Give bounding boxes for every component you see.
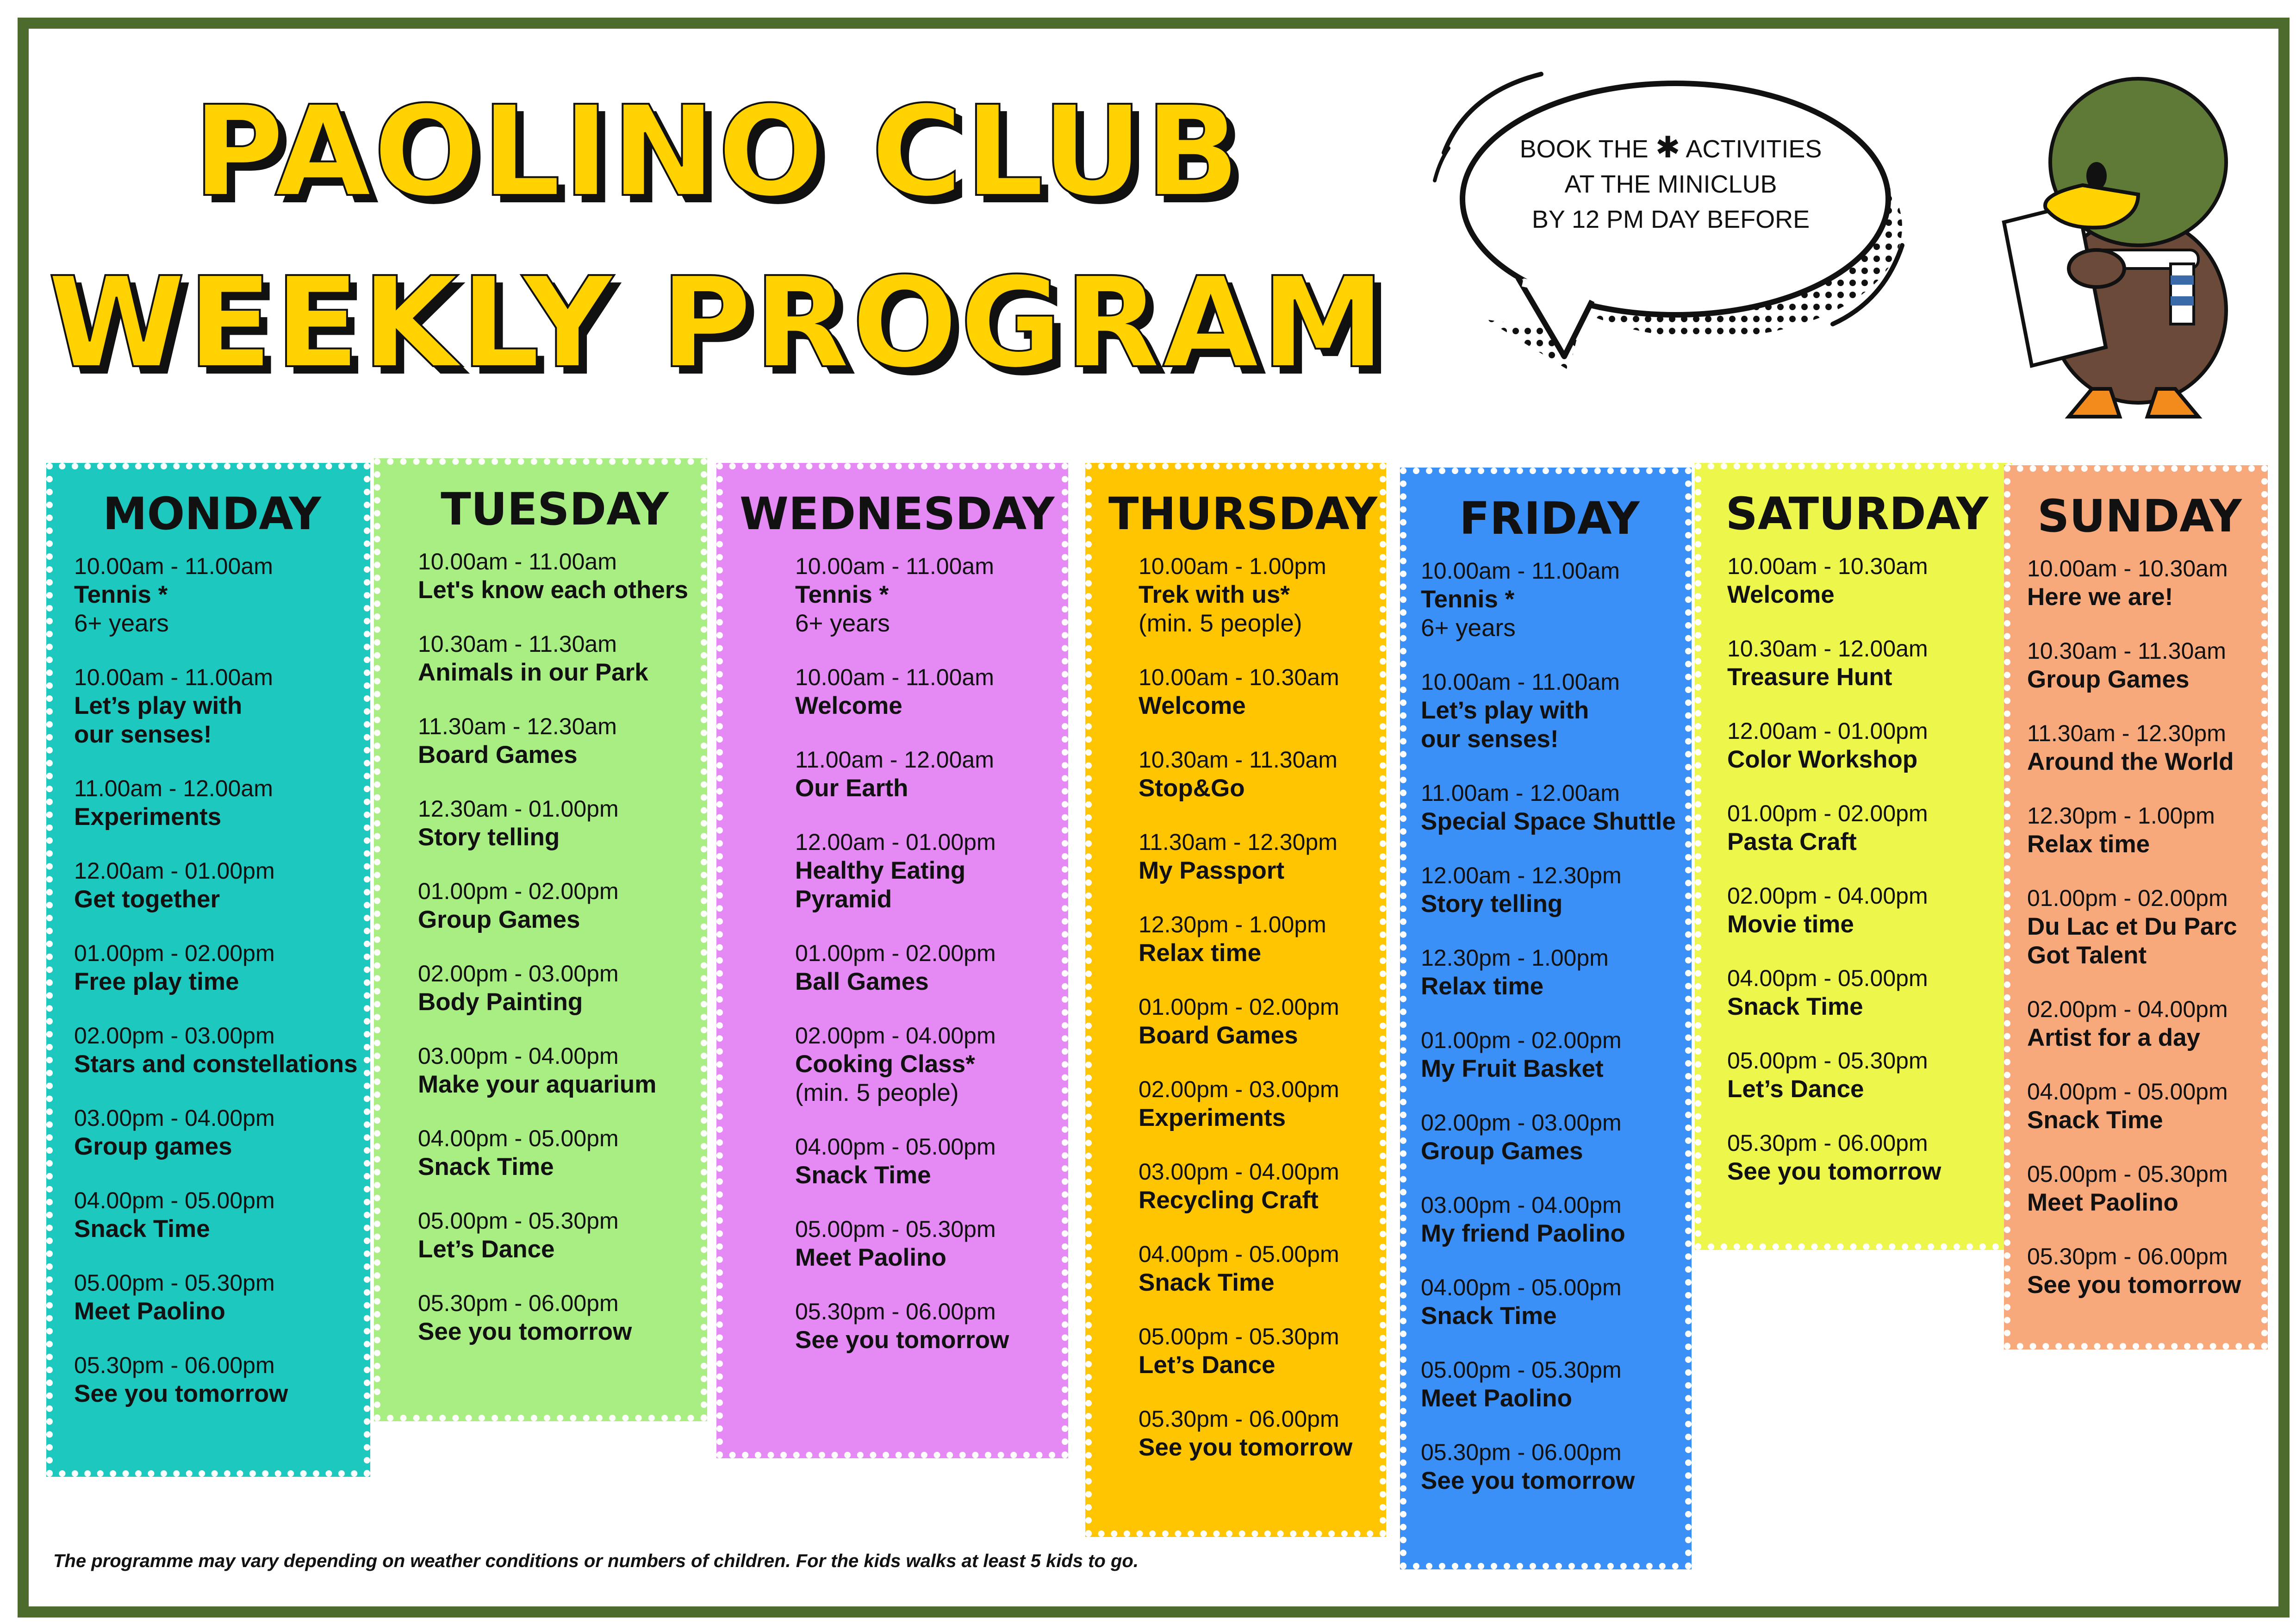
- slot-activity: My friend Paolino: [1421, 1220, 1625, 1247]
- slot-activity: Snack Time: [1421, 1302, 1557, 1330]
- schedule-slot: [2027, 801, 2252, 859]
- slot-time: 10.00am - 11.00am: [795, 664, 994, 690]
- schedule-slot: [795, 1297, 1052, 1355]
- schedule-slot: [2027, 995, 2252, 1052]
- slot-time: 03.00pm - 04.00pm: [418, 1043, 619, 1069]
- slot-time: 11.00am - 12.00am: [795, 747, 994, 773]
- slot-time: 01.00pm - 02.00pm: [2027, 885, 2228, 911]
- slot-time: 05.30pm - 06.00pm: [74, 1352, 275, 1378]
- slot-activity: Snack Time: [2027, 1106, 2163, 1134]
- slot-time: 05.00pm - 05.30pm: [74, 1270, 275, 1296]
- schedule-slot: [795, 828, 1052, 914]
- slot-time: 04.00pm - 05.00pm: [1139, 1241, 1339, 1267]
- slot-activity: See you tomorrow: [2027, 1271, 2241, 1299]
- slot-time: 05.30pm - 06.00pm: [418, 1290, 619, 1316]
- slot-activity: Stars and constellations: [74, 1050, 358, 1078]
- slot-activity: My Fruit Basket: [1421, 1055, 1604, 1082]
- schedule-slot: [2027, 1242, 2252, 1299]
- schedule-slot: [418, 877, 691, 934]
- slot-activity: Relax time: [1139, 939, 1262, 967]
- slot-time: 12.30pm - 1.00pm: [1421, 945, 1609, 971]
- slot-time: 11.30am - 12.30pm: [2027, 720, 2226, 746]
- schedule-slot: [795, 1021, 1052, 1107]
- slot-time: 12.30pm - 1.00pm: [1139, 912, 1326, 937]
- slot-activity: Cooking Class*: [795, 1050, 975, 1078]
- schedule-slot: [1421, 1108, 1676, 1166]
- slot-time: 10.00am - 10.30am: [2027, 556, 2228, 581]
- slot-time: 05.30pm - 06.00pm: [1727, 1130, 1928, 1156]
- slot-time: 02.00pm - 04.00pm: [795, 1023, 996, 1049]
- slot-activity: Group Games: [418, 906, 580, 933]
- slot-activity: Around the World: [2027, 748, 2234, 775]
- slot-activity: Stop&Go: [1139, 775, 1245, 802]
- schedule-slot: [1421, 943, 1676, 1001]
- booking-line-1b: ACTIVITIES: [1686, 135, 1822, 163]
- slot-activity: Artist for a day: [2027, 1024, 2201, 1051]
- slot-time: 10.00am - 11.00am: [74, 553, 273, 579]
- slot-time: 02.00pm - 03.00pm: [74, 1023, 275, 1049]
- schedule-slot: [1139, 828, 1370, 885]
- slot-time: 02.00pm - 03.00pm: [1421, 1110, 1622, 1136]
- slot-activity: Experiments: [74, 803, 222, 831]
- slot-time: 04.00pm - 05.00pm: [795, 1134, 996, 1160]
- slot-activity: Here we are!: [2027, 583, 2173, 611]
- title-line-2: WEEKLY PROGRAM: [48, 250, 1387, 396]
- booking-line-1a: BOOK THE: [1519, 135, 1649, 163]
- slot-time: 01.00pm - 02.00pm: [1421, 1027, 1622, 1053]
- schedule-slot: [1727, 881, 1996, 939]
- schedule-slot: [74, 1104, 355, 1161]
- schedule-slot: [1139, 552, 1370, 638]
- slot-time: 11.00am - 12.00am: [74, 775, 273, 801]
- slot-time: 10.00am - 1.00pm: [1139, 553, 1326, 579]
- slot-activity: Trek with us*: [1139, 581, 1290, 608]
- slot-activity: Treasure Hunt: [1727, 663, 1892, 691]
- slot-time: 02.00pm - 03.00pm: [418, 961, 619, 987]
- schedule-slot: [74, 1268, 355, 1326]
- schedule-slot: [1421, 1273, 1676, 1330]
- schedule-slot: [795, 745, 1052, 803]
- day-column-wednesday: [716, 463, 1068, 1458]
- slot-activity: Relax time: [2027, 831, 2150, 858]
- schedule-slot: [418, 712, 691, 769]
- slot-time: 10.00am - 11.00am: [418, 549, 617, 575]
- schedule-slot: [1421, 861, 1676, 918]
- slot-activity: Animals in our Park: [418, 659, 648, 686]
- slot-activity-line-2: our senses!: [1421, 725, 1559, 753]
- schedule-slot: [418, 1206, 691, 1264]
- slot-activity: Tennis *: [1421, 586, 1515, 613]
- asterisk-flower-icon: ✱: [1655, 131, 1680, 164]
- schedule-slot: [74, 1021, 358, 1079]
- schedule-slot: [2027, 719, 2252, 776]
- schedule-slot: [795, 663, 1052, 720]
- slot-time: 11.00am - 12.00am: [1421, 780, 1620, 806]
- schedule-slot: [2027, 884, 2252, 970]
- slot-activity: Let’s Dance: [1727, 1075, 1864, 1103]
- schedule-slot: [795, 552, 1052, 638]
- slot-activity: Meet Paolino: [1421, 1385, 1572, 1412]
- schedule-slot: [418, 1042, 691, 1099]
- schedule-slot: [74, 939, 355, 996]
- schedule-slot: [1727, 799, 1996, 856]
- schedule-slot: [74, 774, 355, 831]
- schedule-slot: [795, 1132, 1052, 1190]
- slot-time: 04.00pm - 05.00pm: [74, 1187, 275, 1213]
- slot-activity: Group Games: [2027, 666, 2190, 693]
- slot-time: 05.30pm - 06.00pm: [1139, 1406, 1339, 1432]
- footer-note: The programme may vary depending on weather conditions or numbers of children. For the kids walks at least 5 kids to go.: [53, 1551, 1139, 1571]
- slot-activity: Story telling: [1421, 890, 1563, 918]
- slot-activity: Our Earth: [795, 775, 908, 802]
- slot-time: 10.00am - 10.30am: [1727, 553, 1928, 579]
- title-line-1: PAOLINO CLUB: [193, 79, 1242, 225]
- slot-time: 10.30am - 11.30am: [1139, 747, 1338, 773]
- schedule-slot: [1139, 1322, 1370, 1380]
- slot-activity: Recycling Craft: [1139, 1187, 1319, 1214]
- slot-activity: See you tomorrow: [74, 1380, 288, 1407]
- slot-activity: Let's know each others: [418, 576, 688, 604]
- slot-activity: Let’s Dance: [1139, 1351, 1276, 1379]
- schedule-slot: [418, 630, 691, 687]
- day-heading-thursday: THURSDAY: [1108, 488, 1378, 540]
- slot-note: (min. 5 people): [795, 1079, 959, 1106]
- slot-activity: My Passport: [1139, 857, 1285, 884]
- slot-time: 05.00pm - 05.30pm: [1139, 1324, 1339, 1349]
- slot-activity: Snack Time: [1727, 993, 1863, 1020]
- slot-activity: Relax time: [1421, 973, 1544, 1000]
- slot-time: 12.00am - 12.30pm: [1421, 862, 1622, 888]
- slot-time: 10.00am - 10.30am: [1139, 664, 1339, 690]
- slot-time: 11.30am - 12.30pm: [1139, 829, 1338, 855]
- slot-note: 6+ years: [74, 610, 169, 637]
- slot-activity: Movie time: [1727, 911, 1854, 938]
- slot-time: 05.00pm - 05.30pm: [2027, 1161, 2228, 1187]
- slot-note: 6+ years: [1421, 614, 1516, 642]
- slot-activity: Snack Time: [418, 1153, 554, 1181]
- booking-notice: [1481, 130, 1860, 237]
- day-heading-sunday: SUNDAY: [2037, 490, 2242, 542]
- day-heading-monday: MONDAY: [103, 488, 321, 540]
- schedule-slot: [795, 939, 1052, 996]
- slot-activity: Experiments: [1139, 1104, 1286, 1131]
- slot-activity: See you tomorrow: [1727, 1158, 1941, 1185]
- slot-activity: Group Games: [1421, 1137, 1583, 1165]
- slot-time: 01.00pm - 02.00pm: [1139, 994, 1339, 1020]
- slot-time: 10.00am - 11.00am: [1421, 558, 1620, 584]
- schedule-slot: [1421, 1191, 1676, 1248]
- schedule-slot: [418, 1289, 691, 1346]
- slot-activity: Board Games: [418, 741, 578, 768]
- slot-activity: Let’s Dance: [418, 1236, 555, 1263]
- slot-activity: See you tomorrow: [1421, 1467, 1635, 1494]
- schedule-slot: [2027, 1077, 2252, 1135]
- slot-time: 05.00pm - 05.30pm: [1727, 1048, 1928, 1074]
- slot-time: 10.30am - 12.00am: [1727, 636, 1928, 662]
- day-column-sunday: [2004, 465, 2268, 1349]
- slot-activity: Welcome: [1727, 581, 1835, 608]
- slot-time: 03.00pm - 04.00pm: [74, 1105, 275, 1131]
- day-heading-tuesday: TUESDAY: [441, 483, 669, 535]
- schedule-slot: [418, 547, 691, 605]
- slot-activity: Board Games: [1139, 1022, 1298, 1049]
- slot-activity: Let’s play with: [1421, 697, 1589, 724]
- slot-activity: Story telling: [418, 824, 560, 851]
- schedule-slot: [74, 856, 355, 914]
- slot-time: 01.00pm - 02.00pm: [1727, 800, 1928, 826]
- slot-time: 02.00pm - 04.00pm: [1727, 883, 1928, 909]
- booking-line-3: BY 12 PM DAY BEFORE: [1531, 206, 1810, 233]
- slot-time: 10.00am - 11.00am: [795, 553, 994, 579]
- slot-activity: Welcome: [795, 692, 902, 719]
- slot-time: 05.30pm - 06.00pm: [2027, 1243, 2228, 1269]
- schedule-slot: [2027, 637, 2252, 694]
- slot-time: 04.00pm - 05.00pm: [2027, 1079, 2228, 1105]
- slot-activity: Snack Time: [1139, 1269, 1275, 1296]
- schedule-slot: [1139, 745, 1370, 803]
- schedule-slot: [795, 1215, 1052, 1272]
- slot-activity: Body Painting: [418, 988, 583, 1016]
- slot-time: 02.00pm - 04.00pm: [2027, 996, 2228, 1022]
- slot-time: 01.00pm - 02.00pm: [74, 940, 275, 966]
- schedule-slot: [418, 794, 691, 852]
- slot-time: 01.00pm - 02.00pm: [795, 940, 996, 966]
- slot-time: 12.00am - 01.00pm: [795, 829, 996, 855]
- day-column-tuesday: [374, 458, 707, 1421]
- slot-activity: Meet Paolino: [795, 1244, 946, 1271]
- slot-time: 05.00pm - 05.30pm: [1421, 1357, 1622, 1383]
- schedule-slot: [74, 663, 355, 749]
- schedule-slot: [1139, 1240, 1370, 1297]
- schedule-slot: [1421, 556, 1676, 643]
- slot-activity: Welcome: [1139, 692, 1246, 719]
- slot-time: 12.00am - 01.00pm: [1727, 718, 1928, 744]
- slot-time: 11.30am - 12.30am: [418, 713, 617, 739]
- schedule-slot: [1139, 910, 1370, 968]
- schedule-slot: [1421, 1438, 1676, 1495]
- slot-time: 03.00pm - 04.00pm: [1421, 1192, 1622, 1218]
- duck-mascot-icon: [1985, 69, 2245, 421]
- slot-time: 12.30pm - 1.00pm: [2027, 803, 2215, 829]
- slot-time: 05.00pm - 05.30pm: [418, 1208, 619, 1234]
- slot-activity: Color Workshop: [1727, 746, 1918, 773]
- slot-activity: Let’s play with: [74, 692, 243, 719]
- slot-time: 05.00pm - 05.30pm: [795, 1216, 996, 1242]
- schedule-slot: [74, 552, 355, 638]
- schedule-slot: [1139, 993, 1370, 1050]
- slot-activity: See you tomorrow: [795, 1326, 1009, 1354]
- schedule-slot: [74, 1186, 355, 1243]
- slot-activity: Meet Paolino: [2027, 1189, 2178, 1216]
- speech-bubble: [1425, 60, 1925, 398]
- schedule-slot: [418, 1124, 691, 1181]
- slot-activity: Group games: [74, 1133, 232, 1160]
- slot-activity: Free play time: [74, 968, 239, 995]
- schedule-slot: [1421, 1355, 1676, 1413]
- slot-time: 10.00am - 11.00am: [74, 664, 273, 690]
- day-column-friday: [1400, 468, 1692, 1569]
- slot-note: 6+ years: [795, 610, 890, 637]
- day-heading-wednesday: WEDNESDAY: [740, 488, 1055, 540]
- slot-time: 01.00pm - 02.00pm: [418, 878, 619, 904]
- schedule-slot: [1421, 779, 1676, 836]
- schedule-slot: [1139, 1405, 1370, 1462]
- day-heading-saturday: SATURDAY: [1725, 488, 1989, 540]
- slot-activity: Special Space Shuttle: [1421, 808, 1676, 835]
- slot-time: 03.00pm - 04.00pm: [1139, 1159, 1339, 1185]
- schedule-slot: [74, 1351, 355, 1408]
- schedule-slot: [1727, 964, 1996, 1021]
- slot-time: 02.00pm - 03.00pm: [1139, 1076, 1339, 1102]
- slot-time: 10.30am - 11.30am: [418, 631, 617, 657]
- schedule-slot: [418, 959, 691, 1017]
- slot-time: 04.00pm - 05.00pm: [418, 1125, 619, 1151]
- day-heading-friday: FRIDAY: [1459, 493, 1640, 544]
- slot-time: 10.00am - 11.00am: [1421, 669, 1620, 695]
- slot-activity-line-2: Pyramid: [795, 886, 892, 913]
- schedule-slot: [2027, 1160, 2252, 1217]
- slot-activity: Snack Time: [74, 1215, 210, 1243]
- schedule-slot: [1421, 668, 1676, 754]
- slot-time: 04.00pm - 05.00pm: [1727, 965, 1928, 991]
- schedule-slot: [1727, 1046, 1996, 1104]
- slot-activity: See you tomorrow: [1139, 1434, 1353, 1461]
- slot-note: (min. 5 people): [1139, 610, 1302, 637]
- schedule-slot: [1727, 552, 1996, 609]
- booking-line-2: AT THE MINICLUB: [1564, 170, 1777, 198]
- slot-time: 12.30am - 01.00pm: [418, 796, 619, 822]
- slot-activity: Ball Games: [795, 968, 929, 995]
- slot-activity: See you tomorrow: [418, 1318, 632, 1345]
- slot-time: 12.00am - 01.00pm: [74, 858, 275, 884]
- day-column-thursday: [1085, 463, 1386, 1537]
- slot-activity: Tennis *: [795, 581, 889, 608]
- schedule-slot: [1421, 1026, 1676, 1083]
- slot-time: 04.00pm - 05.00pm: [1421, 1274, 1622, 1300]
- slot-time: 10.30am - 11.30am: [2027, 638, 2226, 664]
- slot-activity: Tennis *: [74, 581, 168, 608]
- slot-activity-line-2: our senses!: [74, 721, 212, 748]
- slot-time: 05.30pm - 06.00pm: [1421, 1439, 1622, 1465]
- schedule-slot: [2027, 554, 2252, 612]
- slot-activity: Pasta Craft: [1727, 828, 1857, 856]
- slot-activity: Du Lac et Du Parc: [2027, 913, 2237, 940]
- schedule-slot: [1727, 634, 1996, 692]
- schedule-slot: [1139, 663, 1370, 720]
- slot-time: 05.30pm - 06.00pm: [795, 1299, 996, 1324]
- schedule-slot: [1139, 1157, 1370, 1215]
- schedule-slot: [1727, 717, 1996, 774]
- schedule-slot: [1139, 1075, 1370, 1132]
- slot-activity: Healthy Eating: [795, 857, 966, 884]
- schedule-slot: [1727, 1129, 1996, 1186]
- slot-activity: Make your aquarium: [418, 1071, 657, 1098]
- slot-activity-line-2: Got Talent: [2027, 942, 2147, 969]
- slot-activity: Meet Paolino: [74, 1298, 225, 1325]
- day-column-saturday: [1695, 463, 2012, 1250]
- slot-activity: Get together: [74, 886, 220, 913]
- slot-activity: Snack Time: [795, 1162, 931, 1189]
- day-column-monday: [46, 463, 370, 1477]
